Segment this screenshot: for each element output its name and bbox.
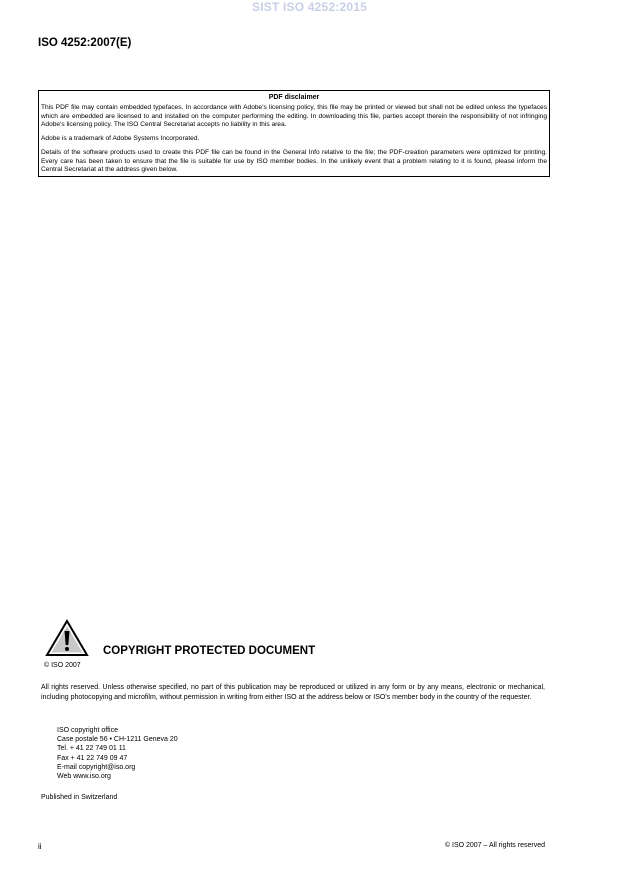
rights-statement: All rights reserved. Unless otherwise specified, no part of this publication may be reproduced or utilized in any form or by any means, electronic or mechanical, including photocopying and microfilm, without permission in writing from either ISO at the address below or ISO's member body in the country of the requester.	[41, 684, 545, 701]
page-number: ii	[38, 842, 42, 851]
address-line: E-mail copyright@iso.org	[57, 763, 136, 771]
address-line: ISO copyright office	[57, 727, 118, 734]
copyright-heading: COPYRIGHT PROTECTED DOCUMENT	[103, 645, 316, 657]
address-line: Fax + 41 22 749 09 47	[57, 754, 128, 762]
disclaimer-paragraph: Adobe is a trademark of Adobe Systems Incorporated.	[41, 135, 200, 143]
warning-triangle-icon	[45, 619, 89, 657]
disclaimer-paragraph: This PDF file may contain embedded typefaces. In accordance with Adobe's licensing policy, this file may be printed or viewed but shall not be edited unless the typefaces which are embedded are licensed to and installed on the computer performing the editing. In downloading this file, parties accept therein the responsibility of not infringing Adobe's licensing policy. The ISO Central Secretariat accepts no liability in this area.	[41, 104, 547, 128]
copyright-year: © ISO 2007	[44, 662, 81, 669]
footer-copyright: © ISO 2007 – All rights reserved	[444, 842, 545, 849]
disclaimer-paragraph: Details of the software products used to create this PDF file can be found in the General Info relative to the file; the PDF-creation parameters were optimized for printing. Every care has been taken to ensure that the file is suitable for use by ISO member bodies. In the unlikely event that a problem relating to it is found, please inform the Central Secretariat at the address given below.	[41, 149, 547, 174]
address-line: Case postale 56 • CH-1211 Geneva 20	[57, 736, 178, 744]
document-id: ISO 4252:2007(E)	[38, 37, 132, 49]
address-line: Tel. + 41 22 749 01 11	[57, 745, 126, 753]
address-line: Web www.iso.org	[57, 773, 111, 781]
pdf-disclaimer-box	[38, 90, 550, 177]
disclaimer-title: PDF disclaimer	[268, 94, 320, 101]
watermark: SIST ISO 4252:2015	[252, 0, 367, 14]
iso-address-block	[57, 726, 178, 781]
published-location: Published in Switzerland	[41, 794, 118, 801]
